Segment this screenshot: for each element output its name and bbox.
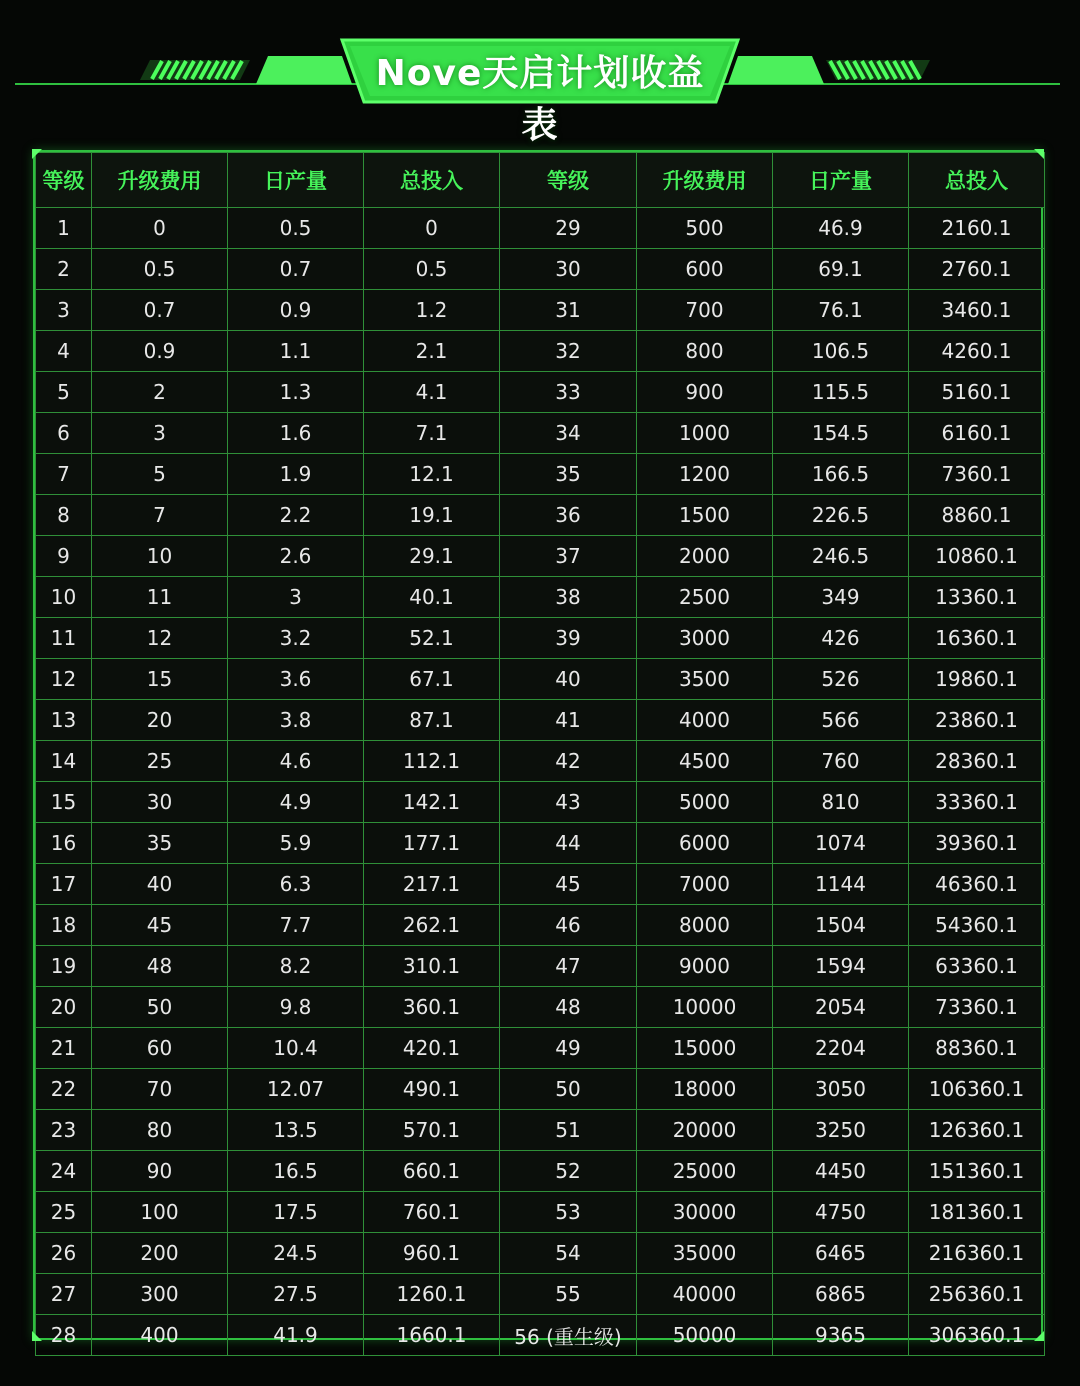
table-cell: 23860.1 — [909, 700, 1045, 741]
table-cell: 8860.1 — [909, 495, 1045, 536]
table-row — [36, 1233, 1045, 1274]
table-cell: 3500 — [637, 659, 773, 700]
table-cell: 33 — [500, 372, 637, 413]
table-cell: 2 — [92, 372, 228, 413]
table-cell: 1260.1 — [364, 1274, 500, 1315]
table-cell: 1504 — [773, 905, 909, 946]
table-cell: 30 — [92, 782, 228, 823]
table-row — [36, 987, 1045, 1028]
table-cell: 55 — [500, 1274, 637, 1315]
table-cell: 2.1 — [364, 331, 500, 372]
table-cell: 1594 — [773, 946, 909, 987]
table-cell: 4.1 — [364, 372, 500, 413]
table-row — [36, 1151, 1045, 1192]
table-cell: 106360.1 — [909, 1069, 1045, 1110]
table-cell: 226.5 — [773, 495, 909, 536]
table-row — [36, 946, 1045, 987]
table-cell: 25 — [92, 741, 228, 782]
table-cell: 13.5 — [228, 1110, 364, 1151]
table-cell: 300 — [92, 1274, 228, 1315]
title-banner — [0, 0, 1080, 146]
table-cell: 12.1 — [364, 454, 500, 495]
table-cell: 38 — [500, 577, 637, 618]
table-cell: 51 — [500, 1110, 637, 1151]
table-row — [36, 700, 1045, 741]
table-cell: 39 — [500, 618, 637, 659]
table-cell: 25000 — [637, 1151, 773, 1192]
table-cell: 20000 — [637, 1110, 773, 1151]
table-cell: 6465 — [773, 1233, 909, 1274]
table-cell: 1000 — [637, 413, 773, 454]
table-cell: 76.1 — [773, 290, 909, 331]
table-cell: 256360.1 — [909, 1274, 1045, 1315]
table-cell: 36 — [500, 495, 637, 536]
table-cell: 54360.1 — [909, 905, 1045, 946]
table-cell: 24.5 — [228, 1233, 364, 1274]
table-cell: 28 — [36, 1315, 92, 1356]
table-cell: 18 — [36, 905, 92, 946]
table-cell: 1.2 — [364, 290, 500, 331]
table-cell: 69.1 — [773, 249, 909, 290]
table-cell: 26 — [36, 1233, 92, 1274]
table-cell: 15 — [92, 659, 228, 700]
table-cell: 4450 — [773, 1151, 909, 1192]
table-cell: 420.1 — [364, 1028, 500, 1069]
table-cell: 45 — [500, 864, 637, 905]
table-cell: 5160.1 — [909, 372, 1045, 413]
table-cell: 12.07 — [228, 1069, 364, 1110]
table-cell: 7000 — [637, 864, 773, 905]
table-cell: 100 — [92, 1192, 228, 1233]
table-row — [36, 454, 1045, 495]
table-cell: 7 — [92, 495, 228, 536]
table-cell: 1.6 — [228, 413, 364, 454]
table-cell: 52 — [500, 1151, 637, 1192]
table-cell: 3 — [36, 290, 92, 331]
table-cell: 4.9 — [228, 782, 364, 823]
table-header-row — [36, 153, 1045, 208]
table-cell: 80 — [92, 1110, 228, 1151]
table-cell: 17.5 — [228, 1192, 364, 1233]
table-cell: 177.1 — [364, 823, 500, 864]
table-cell: 12 — [36, 659, 92, 700]
table-cell: 19860.1 — [909, 659, 1045, 700]
table-row — [36, 782, 1045, 823]
table-cell: 2160.1 — [909, 208, 1045, 249]
table-cell: 10 — [92, 536, 228, 577]
table-row — [36, 413, 1045, 454]
table-cell: 0.7 — [228, 249, 364, 290]
table-cell: 56 (重生级) — [500, 1315, 637, 1356]
table-cell: 29 — [500, 208, 637, 249]
table-row — [36, 864, 1045, 905]
table-cell: 13 — [36, 700, 92, 741]
page-title: Nove天启计划收益表 — [375, 53, 705, 146]
table-cell: 32 — [500, 331, 637, 372]
table-cell: 1500 — [637, 495, 773, 536]
table-cell: 2760.1 — [909, 249, 1045, 290]
table-row — [36, 372, 1045, 413]
table-cell: 3000 — [637, 618, 773, 659]
table-cell: 0.5 — [92, 249, 228, 290]
table-cell: 310.1 — [364, 946, 500, 987]
table-cell: 5.9 — [228, 823, 364, 864]
table-cell: 7.1 — [364, 413, 500, 454]
table-cell: 5 — [36, 372, 92, 413]
table-cell: 15 — [36, 782, 92, 823]
table-cell: 126360.1 — [909, 1110, 1045, 1151]
table-cell: 0 — [92, 208, 228, 249]
table-cell: 200 — [92, 1233, 228, 1274]
table-row — [36, 1315, 1045, 1356]
table-cell: 2204 — [773, 1028, 909, 1069]
table-cell: 426 — [773, 618, 909, 659]
table-cell: 34 — [500, 413, 637, 454]
revenue-table-frame — [33, 150, 1043, 1349]
table-cell: 151360.1 — [909, 1151, 1045, 1192]
table-cell: 7 — [36, 454, 92, 495]
table-cell: 10000 — [637, 987, 773, 1028]
table-cell: 19.1 — [364, 495, 500, 536]
table-body — [36, 208, 1045, 1356]
table-cell: 18000 — [637, 1069, 773, 1110]
table-cell: 25 — [36, 1192, 92, 1233]
table-cell: 39360.1 — [909, 823, 1045, 864]
table-cell: 30000 — [637, 1192, 773, 1233]
table-row — [36, 208, 1045, 249]
table-cell: 2.2 — [228, 495, 364, 536]
table-cell: 54 — [500, 1233, 637, 1274]
table-cell: 50000 — [637, 1315, 773, 1356]
table-cell: 810 — [773, 782, 909, 823]
table-cell: 88360.1 — [909, 1028, 1045, 1069]
table-cell: 3.6 — [228, 659, 364, 700]
table-cell: 10 — [36, 577, 92, 618]
table-cell: 3460.1 — [909, 290, 1045, 331]
table-cell: 0.5 — [364, 249, 500, 290]
table-cell: 4000 — [637, 700, 773, 741]
table-cell: 2.6 — [228, 536, 364, 577]
table-cell: 27.5 — [228, 1274, 364, 1315]
table-cell: 8000 — [637, 905, 773, 946]
table-cell: 1074 — [773, 823, 909, 864]
table-cell: 166.5 — [773, 454, 909, 495]
table-cell: 73360.1 — [909, 987, 1045, 1028]
table-cell: 1 — [36, 208, 92, 249]
table-row — [36, 823, 1045, 864]
table-cell: 1660.1 — [364, 1315, 500, 1356]
table-cell: 9.8 — [228, 987, 364, 1028]
table-cell: 112.1 — [364, 741, 500, 782]
table-cell: 50 — [92, 987, 228, 1028]
table-cell: 570.1 — [364, 1110, 500, 1151]
header-daily-output: 日产量 — [228, 153, 364, 208]
header-daily-output: 日产量 — [773, 153, 909, 208]
table-cell: 23 — [36, 1110, 92, 1151]
table-cell: 4260.1 — [909, 331, 1045, 372]
table-cell: 16 — [36, 823, 92, 864]
table-cell: 4750 — [773, 1192, 909, 1233]
table-cell: 262.1 — [364, 905, 500, 946]
table-cell: 10860.1 — [909, 536, 1045, 577]
table-cell: 15000 — [637, 1028, 773, 1069]
table-cell: 600 — [637, 249, 773, 290]
table-cell: 0.9 — [228, 290, 364, 331]
table-cell: 1.1 — [228, 331, 364, 372]
table-cell: 46 — [500, 905, 637, 946]
table-cell: 217.1 — [364, 864, 500, 905]
table-cell: 43 — [500, 782, 637, 823]
table-cell: 2 — [36, 249, 92, 290]
table-cell: 6160.1 — [909, 413, 1045, 454]
table-cell: 47 — [500, 946, 637, 987]
revenue-table — [35, 152, 1045, 1356]
table-cell: 3 — [228, 577, 364, 618]
table-cell: 2500 — [637, 577, 773, 618]
table-cell: 35000 — [637, 1233, 773, 1274]
table-cell: 6.3 — [228, 864, 364, 905]
table-cell: 37 — [500, 536, 637, 577]
table-cell: 500 — [637, 208, 773, 249]
header-upgrade-cost: 升级费用 — [637, 153, 773, 208]
table-cell: 40000 — [637, 1274, 773, 1315]
header-level: 等级 — [36, 153, 92, 208]
table-cell: 0 — [364, 208, 500, 249]
table-cell: 30 — [500, 249, 637, 290]
table-cell: 5000 — [637, 782, 773, 823]
table-cell: 27 — [36, 1274, 92, 1315]
table-cell: 20 — [36, 987, 92, 1028]
table-cell: 35 — [500, 454, 637, 495]
table-row — [36, 1192, 1045, 1233]
table-cell: 33360.1 — [909, 782, 1045, 823]
table-cell: 1.9 — [228, 454, 364, 495]
table-cell: 9000 — [637, 946, 773, 987]
header-total-investment: 总投入 — [909, 153, 1045, 208]
table-cell: 6865 — [773, 1274, 909, 1315]
table-cell: 53 — [500, 1192, 637, 1233]
table-cell: 16.5 — [228, 1151, 364, 1192]
table-cell: 21 — [36, 1028, 92, 1069]
table-cell: 6000 — [637, 823, 773, 864]
table-cell: 760.1 — [364, 1192, 500, 1233]
table-cell: 28360.1 — [909, 741, 1045, 782]
table-cell: 24 — [36, 1151, 92, 1192]
table-cell: 360.1 — [364, 987, 500, 1028]
table-cell: 46360.1 — [909, 864, 1045, 905]
table-row — [36, 331, 1045, 372]
table-cell: 3.8 — [228, 700, 364, 741]
table-row — [36, 1274, 1045, 1315]
table-cell: 8 — [36, 495, 92, 536]
table-row — [36, 905, 1045, 946]
header-upgrade-cost: 升级费用 — [92, 153, 228, 208]
table-cell: 35 — [92, 823, 228, 864]
table-cell: 2054 — [773, 987, 909, 1028]
table-cell: 52.1 — [364, 618, 500, 659]
table-row — [36, 495, 1045, 536]
table-cell: 60 — [92, 1028, 228, 1069]
table-row — [36, 1110, 1045, 1151]
table-cell: 29.1 — [364, 536, 500, 577]
table-cell: 6 — [36, 413, 92, 454]
table-cell: 1200 — [637, 454, 773, 495]
table-cell: 31 — [500, 290, 637, 331]
table-cell: 800 — [637, 331, 773, 372]
table-cell: 4500 — [637, 741, 773, 782]
table-cell: 14 — [36, 741, 92, 782]
table-cell: 63360.1 — [909, 946, 1045, 987]
table-cell: 0.5 — [228, 208, 364, 249]
table-cell: 0.7 — [92, 290, 228, 331]
table-cell: 42 — [500, 741, 637, 782]
table-row — [36, 1028, 1045, 1069]
table-cell: 349 — [773, 577, 909, 618]
table-cell: 3050 — [773, 1069, 909, 1110]
table-cell: 44 — [500, 823, 637, 864]
table-cell: 306360.1 — [909, 1315, 1045, 1356]
table-row — [36, 618, 1045, 659]
table-cell: 22 — [36, 1069, 92, 1110]
header-total-investment: 总投入 — [364, 153, 500, 208]
table-cell: 90 — [92, 1151, 228, 1192]
table-cell: 9365 — [773, 1315, 909, 1356]
table-cell: 10.4 — [228, 1028, 364, 1069]
table-row — [36, 536, 1045, 577]
table-cell: 17 — [36, 864, 92, 905]
table-cell: 20 — [92, 700, 228, 741]
table-cell: 526 — [773, 659, 909, 700]
table-cell: 154.5 — [773, 413, 909, 454]
table-cell: 216360.1 — [909, 1233, 1045, 1274]
table-row — [36, 659, 1045, 700]
table-cell: 1.3 — [228, 372, 364, 413]
table-row — [36, 290, 1045, 331]
table-cell: 2000 — [637, 536, 773, 577]
table-cell: 960.1 — [364, 1233, 500, 1274]
table-cell: 16360.1 — [909, 618, 1045, 659]
table-cell: 70 — [92, 1069, 228, 1110]
table-row — [36, 577, 1045, 618]
table-cell: 3 — [92, 413, 228, 454]
table-cell: 3.2 — [228, 618, 364, 659]
table-row — [36, 249, 1045, 290]
table-cell: 11 — [92, 577, 228, 618]
table-cell: 87.1 — [364, 700, 500, 741]
table-cell: 41 — [500, 700, 637, 741]
table-cell: 7.7 — [228, 905, 364, 946]
header-level: 等级 — [500, 153, 637, 208]
table-cell: 181360.1 — [909, 1192, 1045, 1233]
table-cell: 48 — [92, 946, 228, 987]
table-cell: 46.9 — [773, 208, 909, 249]
table-cell: 40 — [92, 864, 228, 905]
table-cell: 12 — [92, 618, 228, 659]
table-cell: 760 — [773, 741, 909, 782]
table-cell: 40 — [500, 659, 637, 700]
table-cell: 400 — [92, 1315, 228, 1356]
table-cell: 115.5 — [773, 372, 909, 413]
table-cell: 67.1 — [364, 659, 500, 700]
table-cell: 45 — [92, 905, 228, 946]
table-cell: 4.6 — [228, 741, 364, 782]
table-cell: 9 — [36, 536, 92, 577]
table-cell: 566 — [773, 700, 909, 741]
table-cell: 1144 — [773, 864, 909, 905]
table-row — [36, 1069, 1045, 1110]
table-cell: 246.5 — [773, 536, 909, 577]
table-cell: 8.2 — [228, 946, 364, 987]
table-cell: 3250 — [773, 1110, 909, 1151]
table-cell: 0.9 — [92, 331, 228, 372]
table-cell: 700 — [637, 290, 773, 331]
table-cell: 50 — [500, 1069, 637, 1110]
table-row — [36, 741, 1045, 782]
table-cell: 19 — [36, 946, 92, 987]
table-cell: 660.1 — [364, 1151, 500, 1192]
table-cell: 142.1 — [364, 782, 500, 823]
table-cell: 11 — [36, 618, 92, 659]
table-cell: 900 — [637, 372, 773, 413]
table-cell: 13360.1 — [909, 577, 1045, 618]
table-cell: 7360.1 — [909, 454, 1045, 495]
table-cell: 40.1 — [364, 577, 500, 618]
table-cell: 106.5 — [773, 331, 909, 372]
table-cell: 490.1 — [364, 1069, 500, 1110]
table-cell: 5 — [92, 454, 228, 495]
table-cell: 48 — [500, 987, 637, 1028]
table-cell: 41.9 — [228, 1315, 364, 1356]
table-cell: 49 — [500, 1028, 637, 1069]
table-cell: 4 — [36, 331, 92, 372]
